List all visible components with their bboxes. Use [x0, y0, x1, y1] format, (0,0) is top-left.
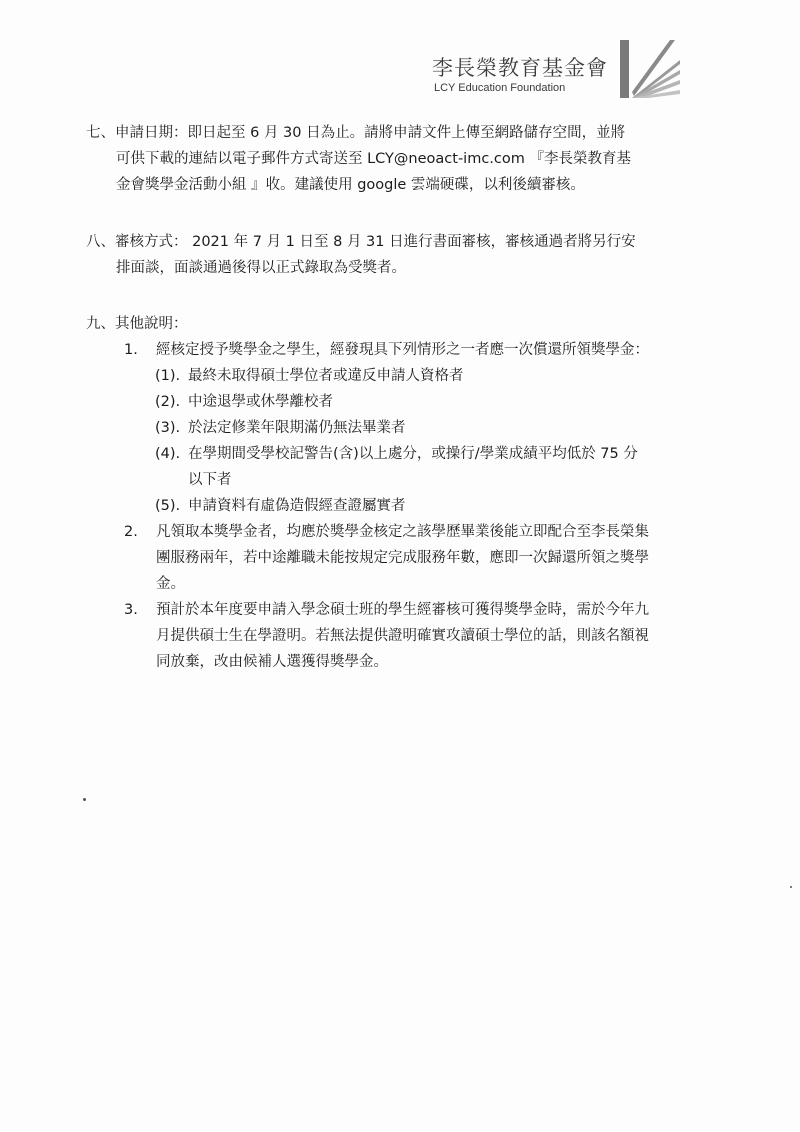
sub-list-item: [86, 363, 726, 389]
list-item-text: 金。: [156, 576, 185, 592]
scan-speck: [83, 798, 86, 801]
sub-item-number: (5).: [155, 498, 181, 514]
list-item-number: 2.: [124, 524, 138, 540]
sub-item-number: (3).: [155, 420, 181, 436]
list-item-number: 3.: [124, 602, 138, 618]
sub-item-number: (1).: [155, 368, 181, 384]
section-other-notes: [86, 311, 726, 675]
scan-speck: [790, 886, 792, 888]
sub-list-item: [86, 441, 726, 493]
section-heading: 九、其他說明：: [86, 316, 188, 332]
sub-item-text: 中途退學或休學離校者: [188, 394, 333, 410]
list-item: [86, 597, 726, 675]
section-heading: 八、審核方式： 2021 年 7 月 1 日至 8 月 31 日進行書面審核，審核通過者將另行安: [86, 234, 636, 250]
logo-org-name: 李長榮教育基金會: [432, 56, 608, 80]
list-item: [86, 337, 726, 363]
list-item-text: 月提供碩士生在學證明。若無法提供證明確實攻讀碩士學位的話，則該名額視: [156, 628, 649, 644]
foundation-logo: [432, 40, 692, 100]
list-item-text: 同放棄，改由候補人選獲得獎學金。: [156, 654, 388, 670]
sub-list-item: [86, 493, 726, 519]
logo-org-name-en: LCY Education Foundation: [434, 82, 566, 94]
sub-item-text: 在學期間受學校記警告(含)以上處分，或操行/學業成績平均低於 75 分: [188, 446, 638, 462]
section-review-method: [86, 229, 706, 281]
list-item-text: 經核定授予獎學金之學生，經發現具下列情形之一者應一次償還所領獎學金：: [156, 342, 649, 358]
section-text-line: 可供下載的連結以電子郵件方式寄送至 LCY@neoact-imc.com 『李長榮教育基: [116, 151, 631, 167]
section-application-date: [86, 120, 706, 198]
list-item-number: 1.: [124, 342, 138, 358]
list-item-text: 預計於本年度要申請入學念碩士班的學生經審核可獲得獎學金時，需於今年九: [156, 602, 649, 618]
sub-list-item: [86, 389, 726, 415]
list-item-text: 凡領取本獎學金者，均應於獎學金核定之該學歷畢業後能立即配合至李長榮集: [156, 524, 649, 540]
list-item: [86, 519, 726, 597]
section-heading: 七、申請日期：即日起至 6 月 30 日為止。請將申請文件上傳至網路儲存空間，並將: [86, 125, 626, 141]
sub-item-number: (4).: [155, 446, 181, 462]
sub-item-text: 申請資料有虛偽造假經查證屬實者: [188, 498, 406, 514]
sub-item-number: (2).: [155, 394, 181, 410]
sub-list-item: [86, 415, 726, 441]
sub-item-text: 於法定修業年限期滿仍無法畢業者: [188, 420, 406, 436]
section-text-line: 排面談，面談通過後得以正式錄取為受獎者。: [116, 260, 406, 276]
section-text-line: 金會獎學金活動小組 』收。建議使用 google 雲端硬碟，以利後續審核。: [116, 177, 585, 193]
sub-item-text: 以下者: [188, 472, 232, 488]
lcy-logo-icon: [620, 40, 680, 98]
list-item-text: 團服務兩年，若中途離職未能按規定完成服務年數，應即一次歸還所領之獎學: [156, 550, 649, 566]
sub-item-text: 最終未取得碩士學位者或違反申請人資格者: [188, 368, 464, 384]
